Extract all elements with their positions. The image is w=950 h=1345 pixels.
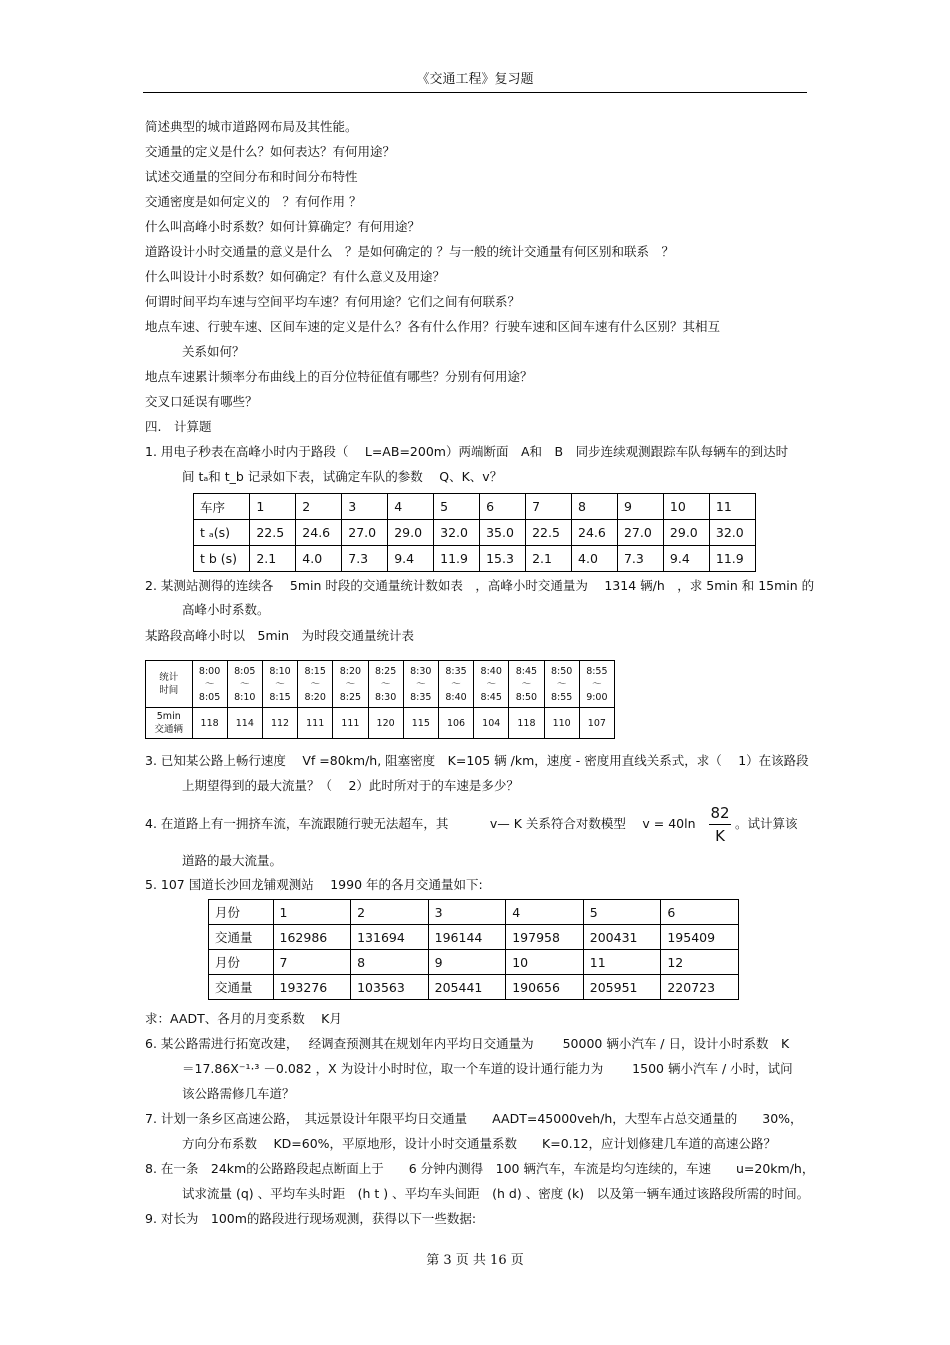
table-cell: 200431 (583, 925, 661, 950)
time-text: 8:30 (410, 665, 432, 677)
time-text: 8:25 (339, 691, 362, 703)
time-text: 8:10 (269, 665, 291, 677)
fraction-numerator: 82 (710, 804, 730, 822)
time-text: 8:40 (445, 691, 467, 703)
table-cell: 3 (342, 494, 388, 520)
table-cell: 8 (572, 494, 618, 520)
time-text: 8:50 (550, 665, 573, 677)
table-cell: 11.9 (434, 546, 480, 572)
time-interval-cell (579, 661, 614, 708)
table-cell: 7.3 (617, 546, 663, 572)
volume-cell: 112 (262, 708, 297, 739)
time-text: 8:20 (304, 691, 326, 703)
table-cell: 4 (506, 900, 584, 925)
question-line: 地点车速、行驶车速、区间车速的定义是什么？各有什么作用？行驶车速和区间车速有什么区别？其相互 (145, 319, 721, 334)
table-cell: 193276 (273, 975, 351, 1000)
table-cell: 1 (250, 494, 296, 520)
problem-5-text: 求：AADT、各月的月变系数 K月 (145, 1011, 342, 1026)
table-cell: 205441 (428, 975, 506, 1000)
question-line: 地点车速累计频率分布曲线上的百分位特征值有哪些？分别有何用途？ (145, 369, 533, 384)
volume-cell: 120 (368, 708, 403, 739)
table-cell: 22.5 (526, 520, 572, 546)
problem-6-text: 该公路需修几车道？ (182, 1086, 295, 1101)
table-cell: 10 (663, 494, 709, 520)
row-label-cell: 月份 (209, 950, 274, 975)
problem-8-text: 8. 在一条 24km的公路路段起点断面上于 6 分钟内测得 100 辆汽车，车流是均匀连续的，车速 u=20km/h， (145, 1161, 815, 1176)
time-interval-cell (544, 661, 579, 708)
time-text: ～ (380, 678, 391, 690)
monthly-volume-table (208, 899, 739, 1000)
table-cell: 29.0 (388, 520, 434, 546)
table-cell: 7.3 (342, 546, 388, 572)
question-line: 简述典型的城市道路网布局及其性能。 (145, 119, 358, 134)
table-cell: 197958 (506, 925, 584, 950)
table-label-cell (146, 708, 193, 739)
table-cell: 195409 (661, 925, 739, 950)
volume-cell: 118 (192, 708, 227, 739)
problem-9-text: 9. 对长为 100m的路段进行现场观测，获得以下一些数据: (145, 1211, 477, 1226)
question-line: 关系如何？ (182, 344, 245, 359)
problem-7-text: 方向分布系数 KD=60%，平原地形，设计小时交通量系数 K=0.12，应计划修建几车道的高速公路？ (182, 1136, 777, 1151)
table-cell: 8 (351, 950, 429, 975)
page-footer: 第 3 页 共 16 页 (426, 1253, 524, 1268)
problem-7-text: 7. 计划一条乡区高速公路， 其远景设计年限平均日交通量 AADT=45000veh/h，大型车占总交通量的 30%， (145, 1111, 803, 1126)
table-cell: 11 (583, 950, 661, 975)
page-header-title: 《交通工程》复习题 (416, 72, 534, 87)
table-cell: 35.0 (480, 520, 526, 546)
problem-8-text: 试求流量 (q) 、平均车头时距 (h t ) 、平均车头间距 (h d) 、密度 (k) 以及第一辆车通过该路段所需的时间。 (182, 1186, 810, 1201)
problem-2-text: 2. 某测站测得的连续各 5min 时段的交通量统计数如表 ，高峰小时交通量为 1314 辆/h ，求 5min 和 15min 的 (145, 578, 815, 593)
table-cell: 29.0 (663, 520, 709, 546)
time-text: 8:05 (198, 691, 221, 703)
table-cell: 27.0 (342, 520, 388, 546)
table-cell: 9.4 (388, 546, 434, 572)
time-text: ～ (416, 678, 426, 690)
table-cell: 196144 (428, 925, 506, 950)
time-text: ～ (556, 678, 567, 690)
table-cell: 27.0 (617, 520, 663, 546)
question-line: 交叉口延误有哪些？ (145, 394, 258, 409)
time-text: ～ (486, 678, 496, 690)
time-text: 8:45 (515, 665, 538, 677)
fraction-bar (709, 824, 731, 825)
table-cell: 3 (428, 900, 506, 925)
table-cell: 9 (617, 494, 663, 520)
time-text: ～ (240, 678, 250, 690)
time-text: ～ (345, 678, 356, 690)
time-text: 8:40 (480, 665, 502, 677)
table-cell: 32.0 (434, 520, 480, 546)
time-interval-cell (403, 661, 438, 708)
fraction-82-over-k (705, 803, 735, 846)
problem-4-text: 4. 在道路上有一拥挤车流，车流跟随行驶无法超车，其 v— K 关系符合对数模型 v = 40ln (145, 816, 696, 831)
table-cell: 7 (273, 950, 351, 975)
time-text: 8:35 (410, 691, 432, 703)
row-label-cell: 交通量 (209, 975, 274, 1000)
table-cell: 10 (506, 950, 584, 975)
problem-2-text: 高峰小时系数。 (182, 602, 270, 617)
time-text: 8:05 (234, 665, 256, 677)
table-row (209, 950, 739, 975)
volume-cell: 114 (227, 708, 262, 739)
label-text: 5min (156, 711, 181, 722)
time-text: ～ (592, 678, 602, 690)
arrival-time-table (193, 493, 756, 572)
time-text: 8:35 (445, 665, 467, 677)
time-text: 8:55 (550, 691, 573, 703)
time-interval-cell (192, 661, 227, 708)
row-label-cell: 月份 (209, 900, 274, 925)
table-cell: 24.6 (572, 520, 618, 546)
table-cell: 2.1 (526, 546, 572, 572)
problem-4-text: 。试计算该 (735, 816, 798, 831)
time-interval-cell (474, 661, 509, 708)
volume-cell: 118 (509, 708, 544, 739)
time-text: 8:45 (480, 691, 502, 703)
section-heading: 四. 计算题 (145, 419, 212, 434)
label-text: 时间 (159, 685, 179, 696)
question-line: 交通量的定义是什么？如何表达？有何用途？ (145, 144, 396, 159)
table-label-cell (146, 661, 193, 708)
row-label-cell: t b (s) (194, 546, 250, 572)
table-cell: 5 (434, 494, 480, 520)
time-text: ～ (204, 678, 215, 690)
time-interval-cell (227, 661, 262, 708)
five-minute-volume-table (145, 660, 615, 739)
time-text: 8:00 (198, 665, 221, 677)
time-text: 8:15 (304, 665, 326, 677)
table-cell: 131694 (351, 925, 429, 950)
volume-cell: 111 (333, 708, 368, 739)
question-line: 道路设计小时交通量的意义是什么 ？是如何确定的 ？与一般的统计交通量有何区别和联系 ？ (145, 244, 674, 259)
problem-6-text: ＝17.86X⁻¹·³ －0.082 ，X 为设计小时时位，取一个车道的设计通行能力为 1500 辆小汽车 / 小时，试问 (182, 1061, 793, 1076)
time-text: 8:20 (339, 665, 362, 677)
volume-cell: 106 (438, 708, 473, 739)
table-row (209, 925, 739, 950)
table-cell: 7 (526, 494, 572, 520)
time-interval-cell (262, 661, 297, 708)
question-line: 试述交通量的空间分布和时间分布特性 (145, 169, 358, 184)
table-cell: 6 (480, 494, 526, 520)
table-cell: 5 (583, 900, 661, 925)
table-cell: 22.5 (250, 520, 296, 546)
volume-cell: 107 (579, 708, 614, 739)
problem-5-text: 5. 107 国道长沙回龙铺观测站 1990 年的各月交通量如下: (145, 877, 483, 892)
table-cell: 32.0 (709, 520, 755, 546)
table-row (194, 546, 756, 572)
header-rule (143, 92, 807, 93)
table-cell: 2 (351, 900, 429, 925)
label-text: 统计 (159, 672, 179, 683)
row-label-cell: 交通量 (209, 925, 274, 950)
table-caption: 某路段高峰小时以 5min 为时段交通量统计表 (145, 628, 415, 643)
row-label-cell: t ₐ(s) (194, 520, 250, 546)
table-cell: 190656 (506, 975, 584, 1000)
volume-cell: 115 (403, 708, 438, 739)
time-text: 8:50 (515, 691, 538, 703)
table-cell: 2 (296, 494, 342, 520)
table-cell: 4.0 (572, 546, 618, 572)
time-interval-cell (333, 661, 368, 708)
table-cell: 12 (661, 950, 739, 975)
fraction-denominator: K (715, 827, 725, 845)
problem-6-text: 6. 某公路需进行拓宽改建， 经调查预测其在规划年内平均日交通量为 50000 辆小汽车 / 日，设计小时系数 K (145, 1036, 790, 1051)
time-text: 8:10 (234, 691, 256, 703)
question-line: 何谓时间平均车速与空间平均车速？有何用途？它们之间有何联系？ (145, 294, 521, 309)
table-cell: 162986 (273, 925, 351, 950)
volume-cell: 110 (544, 708, 579, 739)
time-text: 8:15 (269, 691, 291, 703)
row-label-cell: 车序 (194, 494, 250, 520)
label-text: 交通辆 (154, 724, 183, 735)
table-cell: 1 (273, 900, 351, 925)
table-cell: 6 (661, 900, 739, 925)
problem-3-text: 上期望得到的最大流量？（ 2）此时所对于的车速是多少？ (182, 778, 519, 793)
table-cell: 11 (709, 494, 755, 520)
table-cell: 103563 (351, 975, 429, 1000)
table-cell: 24.6 (296, 520, 342, 546)
table-row (209, 975, 739, 1000)
table-row (209, 900, 739, 925)
table-cell: 11.9 (709, 546, 755, 572)
time-text: ～ (451, 678, 461, 690)
table-row (194, 520, 756, 546)
time-text: ～ (521, 678, 532, 690)
table-cell: 220723 (661, 975, 739, 1000)
problem-1-text: 间 tₐ和 t_b 记录如下表，试确定车队的参数 Q、K、v？ (182, 469, 503, 484)
question-line: 什么叫设计小时系数？如何确定？有什么意义及用途？ (145, 269, 446, 284)
volume-cell: 111 (298, 708, 333, 739)
time-interval-cell (298, 661, 333, 708)
time-text: ～ (275, 678, 285, 690)
table-cell: 4.0 (296, 546, 342, 572)
table-cell: 15.3 (480, 546, 526, 572)
time-text: ～ (310, 678, 320, 690)
table-cell: 4 (388, 494, 434, 520)
time-text: 8:25 (374, 665, 397, 677)
table-cell: 205951 (583, 975, 661, 1000)
table-cell: 9 (428, 950, 506, 975)
problem-1-text: 1. 用电子秒表在高峰小时内于路段（ L=AB=200m）两端断面 A和 B 同步连续观测跟踪车队每辆车的到达时 (145, 444, 789, 459)
time-interval-cell (438, 661, 473, 708)
time-text: 8:30 (374, 691, 397, 703)
time-text: 8:55 (586, 665, 608, 677)
table-cell: 2.1 (250, 546, 296, 572)
time-interval-cell (509, 661, 544, 708)
table-row (194, 494, 756, 520)
time-interval-cell (368, 661, 403, 708)
question-line: 什么叫高峰小时系数？如何计算确定？有何用途？ (145, 219, 421, 234)
problem-3-text: 3. 已知某公路上畅行速度 Vf =80km/h, 阻塞密度 K=105 辆 /km，速度 - 密度用直线关系式，求（ 1）在该路段 (145, 753, 809, 768)
question-line: 交通密度是如何定义的 ？有何作用 ？ (145, 194, 362, 209)
time-text: 9:00 (586, 691, 608, 703)
table-cell: 9.4 (663, 546, 709, 572)
volume-cell: 104 (474, 708, 509, 739)
problem-4-text: 道路的最大流量。 (182, 853, 283, 868)
